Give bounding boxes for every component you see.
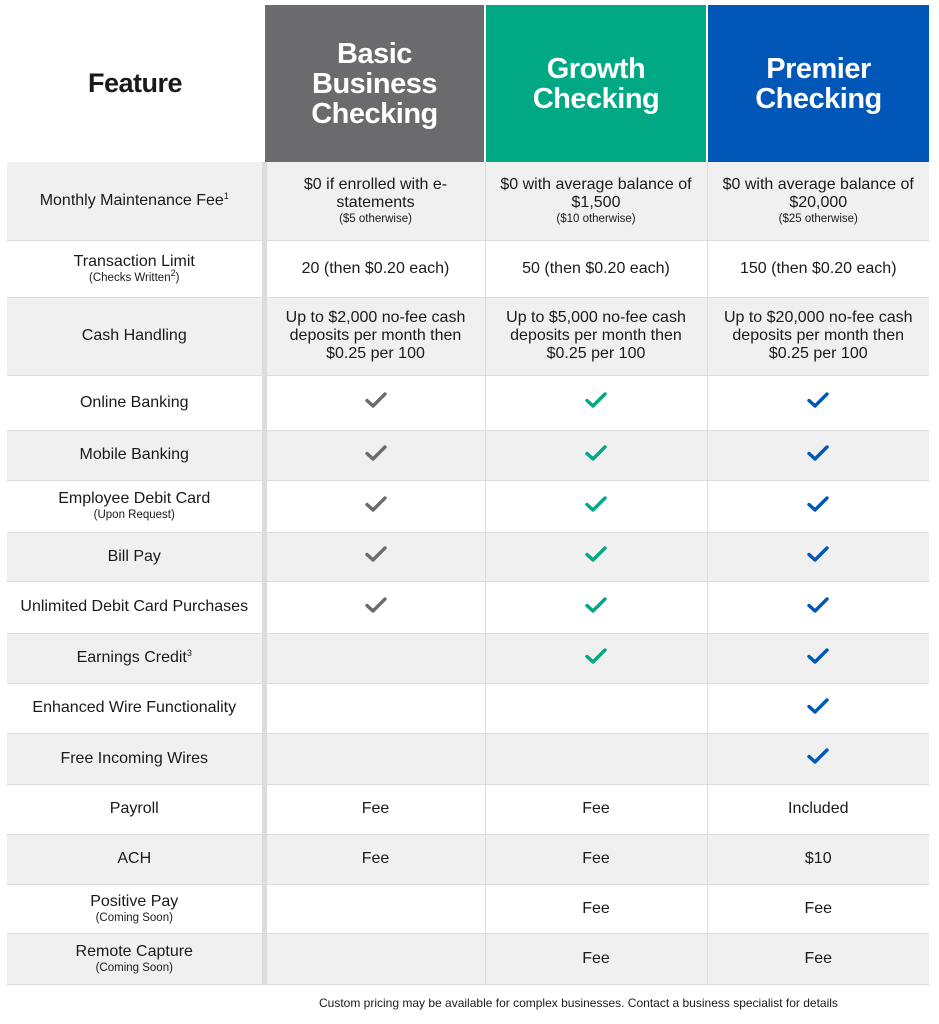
cell-premier [707,633,929,683]
feature-label [7,683,264,733]
checkmark-icon [585,391,607,409]
feature-row [7,683,929,733]
cell-growth [485,240,707,297]
feature-name: Earnings Credit [76,649,187,666]
feature-footnote-marker: 3 [186,648,192,658]
cell-value: Up to $20,000 no-fee cash deposits per month then $0.25 per 100 [723,309,913,362]
checkmark-icon [585,545,607,563]
cell-growth [485,430,707,480]
feature-row [7,633,929,683]
feature-name: Employee Debit Card [58,490,211,507]
feature-footnote-marker: 1 [223,190,229,201]
cell-note: ($10 otherwise) [556,212,636,225]
checkmark-icon [585,647,607,665]
cell-value: 150 (then $0.20 each) [739,259,897,277]
cell-basic [264,933,485,984]
feature-name: Mobile Banking [79,446,189,463]
feature-label [7,834,264,884]
feature-label [7,784,264,834]
feature-label [7,884,264,933]
checkmark-icon [807,747,829,765]
cell-premier [707,784,929,834]
cell-basic [264,532,485,581]
feature-row [7,297,929,375]
feature-note: (Upon Request) [93,509,175,521]
cell-growth [485,532,707,581]
checkmark-icon [365,444,387,462]
checkmark-icon [807,391,829,409]
checkmark-icon [807,545,829,563]
cell-premier [707,240,929,297]
cell-value: Fee [582,949,610,967]
cell-growth [485,884,707,933]
feature-row [7,784,929,834]
feature-name: Enhanced Wire Functionality [32,699,237,716]
cell-basic [264,683,485,733]
cell-growth [485,633,707,683]
feature-label [7,933,264,984]
feature-row [7,834,929,884]
footnote: Custom pricing may be available for complex businesses. Contact a business specialist for details [319,996,838,1010]
cell-premier [707,430,929,480]
cell-growth [485,162,707,240]
feature-name: ACH [117,850,152,867]
feature-name: Positive Pay [90,892,179,910]
feature-note: (Coming Soon) [95,961,173,974]
checkmark-icon [807,495,829,513]
feature-row [7,162,929,240]
cell-growth [485,297,707,375]
cell-value: Fee [804,899,833,917]
feature-row [7,933,929,984]
feature-name: Remote Capture [75,942,193,960]
cell-note: ($5 otherwise) [339,212,412,225]
cell-value: Fee [582,899,610,917]
header-row [7,5,929,162]
cell-premier [707,733,929,784]
feature-row [7,375,929,430]
cell-premier [707,480,929,532]
feature-name: Monthly Maintenance Fee [39,191,224,209]
cell-basic [264,480,485,532]
plan-header-premier: Premier Checking [707,5,929,162]
plan-header-basic: Basic Business Checking [264,5,485,162]
cell-premier [707,375,929,430]
note-footnote-marker: 2 [170,267,176,278]
cell-premier [707,834,929,884]
cell-value: Up to $5,000 no-fee cash deposits per month then $0.25 per 100 [506,309,686,362]
feature-note: (Checks Written$^2$) [89,267,180,284]
cell-value: Fee [582,850,610,867]
cell-premier [707,532,929,581]
checkmark-icon [585,596,607,614]
feature-row [7,884,929,933]
feature-label [7,297,264,375]
cell-value: $0 with average balance of $1,500 [500,175,692,211]
feature-label [7,532,264,581]
checkmark-icon [807,596,829,614]
feature-label [7,240,264,297]
cell-premier [707,297,929,375]
feature-name: Unlimited Debit Card Purchases [20,598,249,615]
feature-row [7,240,929,297]
cell-premier [707,683,929,733]
cell-growth [485,784,707,834]
feature-row [7,581,929,633]
feature-note: (Coming Soon) [95,911,173,924]
cell-basic [264,834,485,884]
cell-value: Included [788,800,849,817]
cell-premier [707,162,929,240]
cell-value: Up to $2,000 no-fee cash deposits per month then $0.25 per 100 [285,309,466,362]
cell-value: $10 [804,850,832,867]
feature-label [7,162,264,240]
feature-label [7,581,264,633]
cell-growth [485,834,707,884]
cell-basic [264,430,485,480]
feature-column-header: Feature [7,5,264,162]
cell-basic [264,297,485,375]
cell-basic [264,162,485,240]
feature-label [7,733,264,784]
cell-premier [707,884,929,933]
checkmark-icon [365,596,387,614]
feature-name: Bill Pay [107,547,161,565]
cell-value: $0 if enrolled with e-statements [303,175,448,211]
feature-name: Cash Handling [81,327,187,344]
cell-basic [264,884,485,933]
checkmark-icon [807,697,829,715]
feature-name: Payroll [109,800,159,817]
checkmark-icon [585,444,607,462]
cell-value: Fee [361,800,390,817]
cell-value: $0 with average balance of $20,000 [722,175,914,211]
cell-premier [707,933,929,984]
checkmark-icon [365,495,387,513]
feature-label [7,633,264,683]
cell-growth [485,933,707,984]
cell-growth [485,480,707,532]
cell-basic [264,240,485,297]
checkmark-icon [807,444,829,462]
cell-premier [707,581,929,633]
cell-value: 50 (then $0.20 each) [522,259,670,277]
feature-label [7,375,264,430]
cell-growth [485,375,707,430]
feature-row [7,733,929,784]
cell-basic [264,633,485,683]
feature-name: Free Incoming Wires [60,749,209,767]
cell-value: 20 (then $0.20 each) [301,259,450,277]
checkmark-icon [365,545,387,563]
cell-basic [264,733,485,784]
feature-name: Transaction Limit [73,252,195,270]
cell-basic [264,784,485,834]
checkmark-icon [807,647,829,665]
cell-growth [485,733,707,784]
feature-name: Online Banking [79,393,189,411]
cell-basic [264,581,485,633]
feature-row [7,480,929,532]
plan-header-growth: Growth Checking [485,5,707,162]
feature-row [7,532,929,581]
cell-value: Fee [582,800,610,817]
cell-value: Fee [804,949,833,967]
checkmark-icon [585,495,607,513]
cell-growth [485,683,707,733]
cell-value: Fee [361,850,390,867]
feature-label [7,480,264,532]
feature-row [7,430,929,480]
cell-basic [264,375,485,430]
cell-note: ($25 otherwise) [778,212,858,225]
comparison-table [7,5,929,985]
checkmark-icon [365,391,387,409]
feature-label [7,430,264,480]
cell-growth [485,581,707,633]
